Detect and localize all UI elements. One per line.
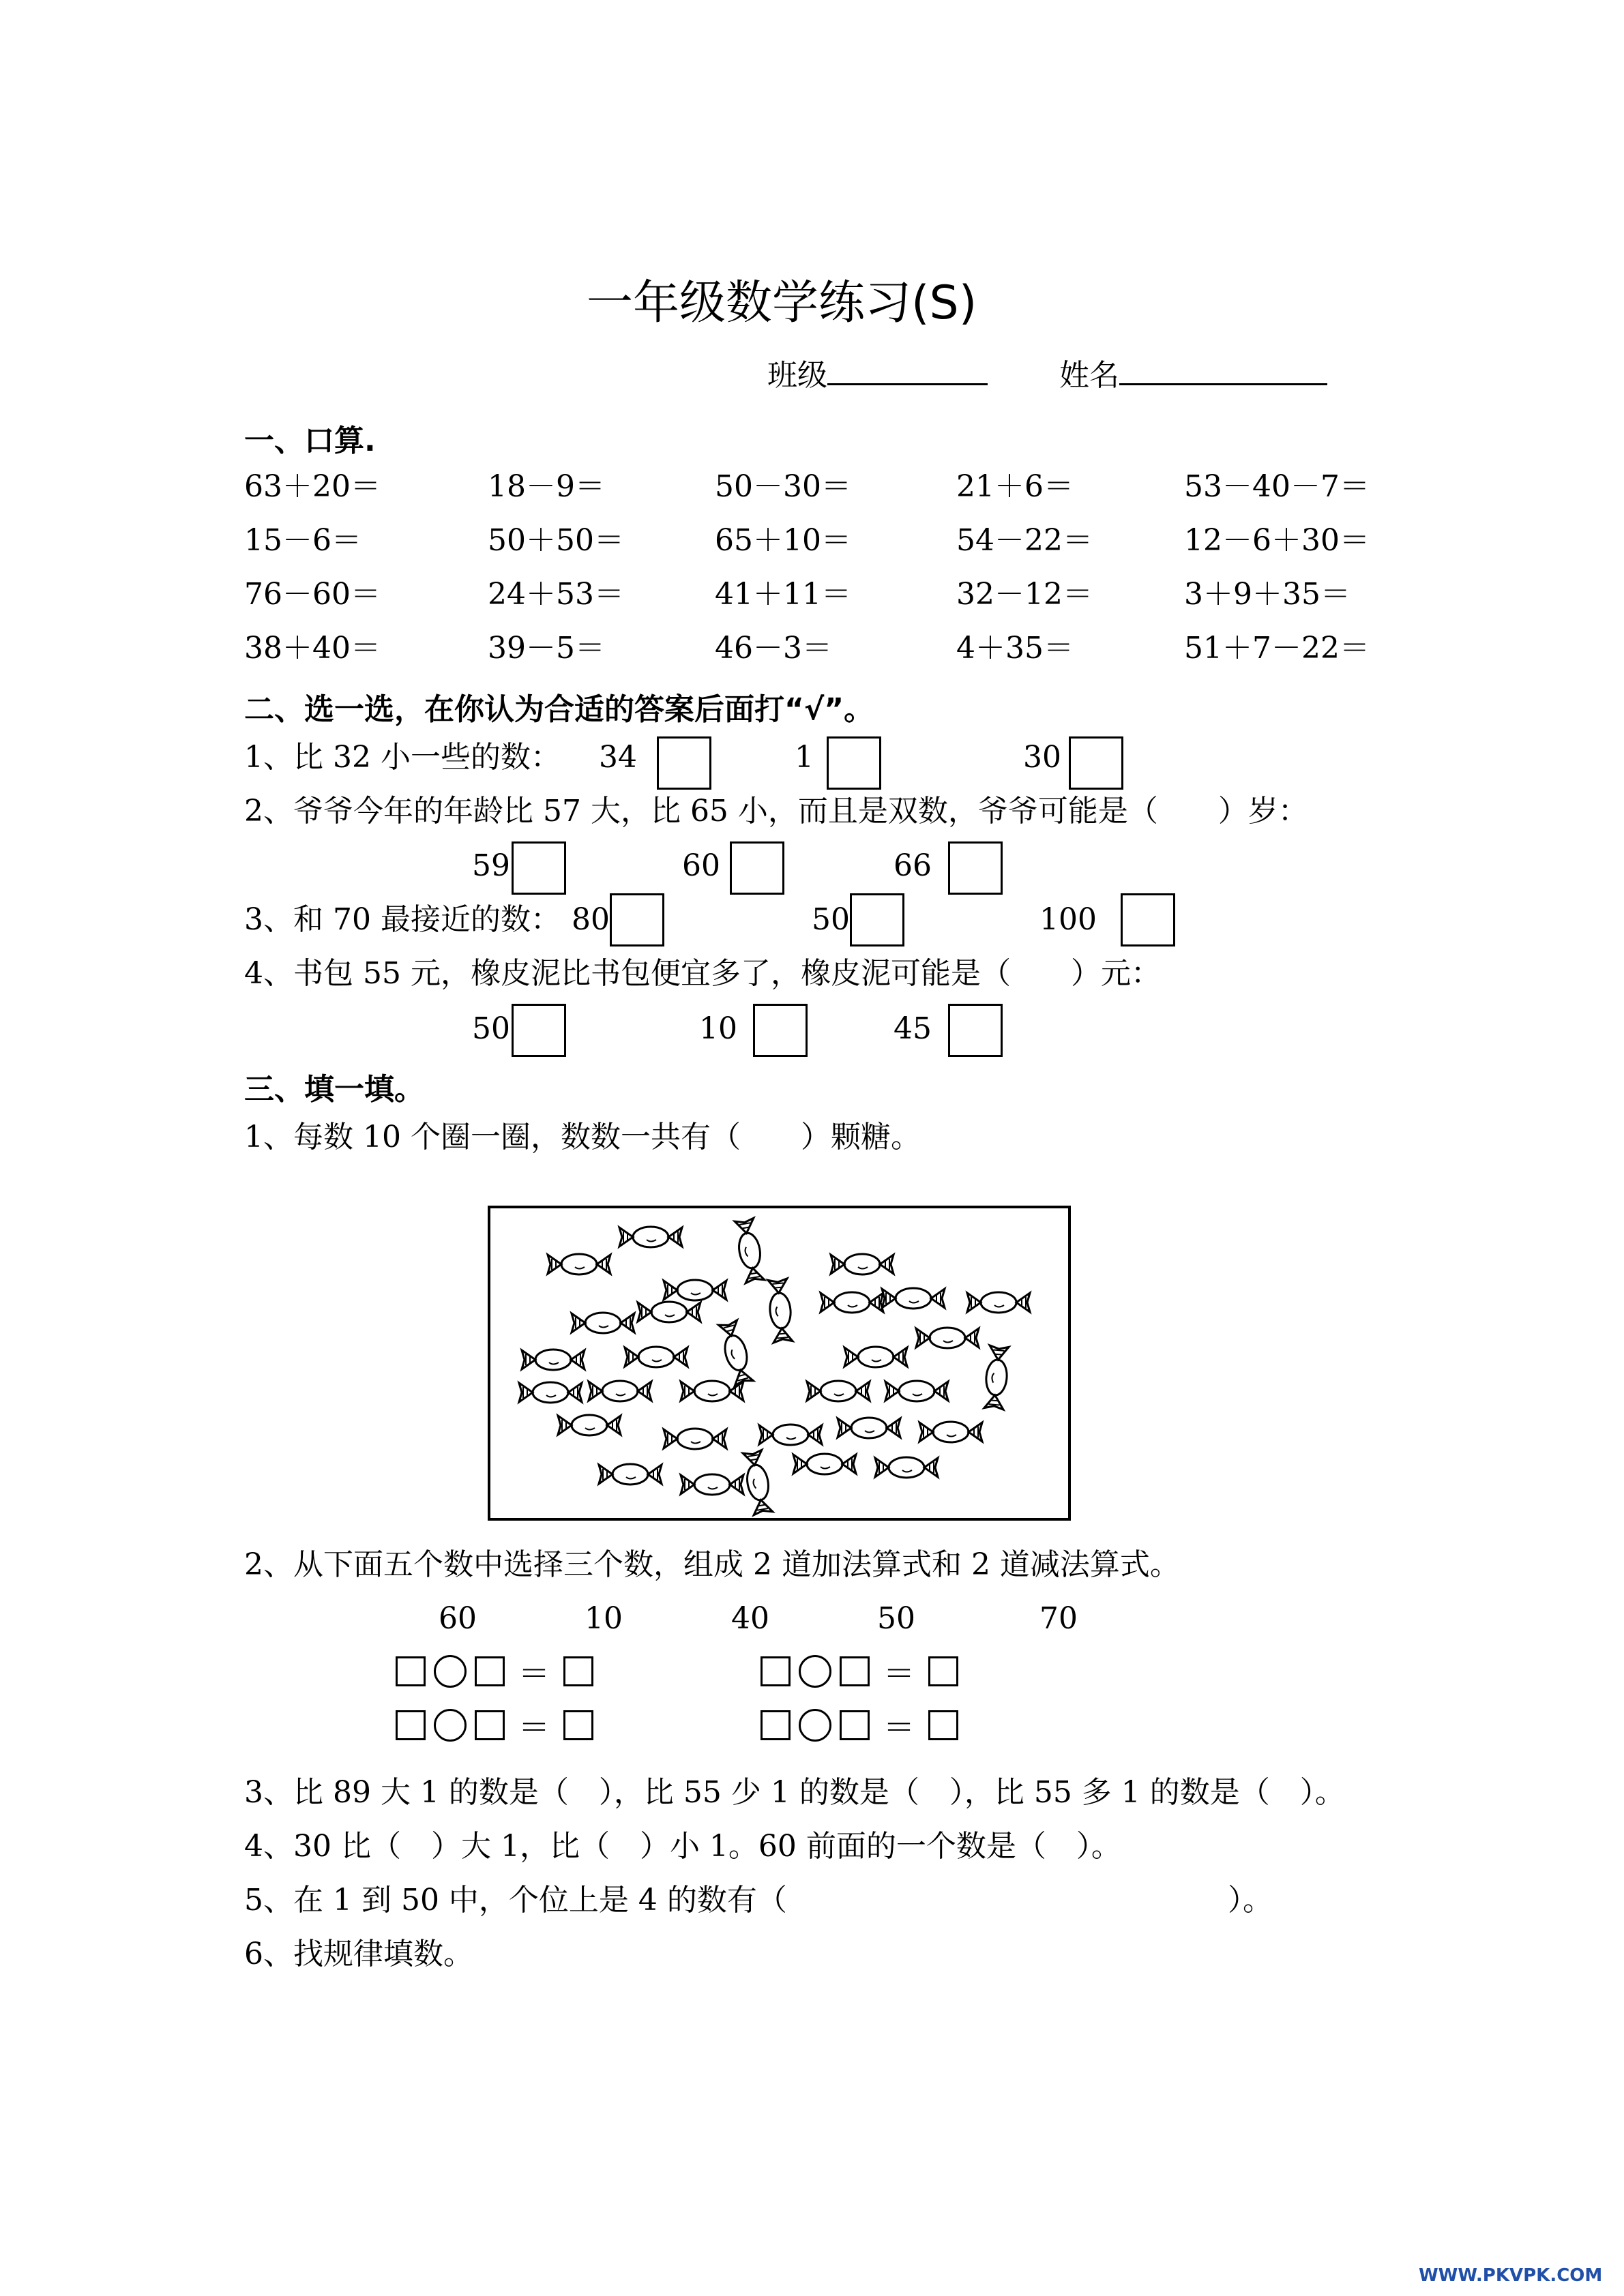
operator-circle[interactable] — [799, 1655, 831, 1688]
q3-1-text: 1、每数 10 个圈一圈，数数一共有（ ）颗糖。 — [244, 1120, 921, 1154]
oral-item: 24＋53＝ — [488, 577, 624, 612]
choice-number: 60 — [439, 1601, 477, 1636]
choice-number: 40 — [731, 1601, 769, 1636]
page-title: 一年级数学练习(S) — [587, 276, 977, 330]
name-label: 姓名 — [1059, 358, 1119, 393]
footer-url: WWW.PKVPK.COM — [1419, 2265, 1603, 2286]
choice-number: 50 — [877, 1601, 915, 1636]
number-box[interactable] — [396, 1710, 426, 1740]
answer-checkbox[interactable] — [1121, 893, 1175, 946]
oral-item: 63＋20＝ — [244, 469, 381, 504]
q2-1-text: 1、比 32 小一些的数： — [244, 740, 561, 775]
equation-addition-1 — [396, 1649, 593, 1694]
q2-3-text: 3、和 70 最接近的数： — [244, 902, 561, 937]
oral-item: 76－60＝ — [244, 577, 381, 612]
section1-heading: 一、口算. — [244, 423, 376, 458]
choice-number: 10 — [585, 1601, 623, 1636]
equation-subtraction-2 — [761, 1703, 958, 1748]
number-box[interactable] — [840, 1656, 870, 1686]
q2-4-option: 45 — [894, 1011, 932, 1046]
answer-checkbox[interactable] — [512, 841, 566, 895]
number-box[interactable] — [761, 1710, 791, 1740]
q2-2-option: 59 — [472, 848, 510, 883]
answer-checkbox[interactable] — [657, 736, 711, 790]
answer-checkbox[interactable] — [948, 841, 1003, 895]
answer-checkbox[interactable] — [730, 841, 784, 895]
oral-item: 53－40－7＝ — [1184, 469, 1370, 504]
q3-2-text: 2、从下面五个数中选择三个数，组成 2 道加法算式和 2 道减法算式。 — [244, 1547, 1180, 1582]
oral-item: 50＋50＝ — [488, 523, 624, 558]
number-box[interactable] — [928, 1710, 958, 1740]
equals-sign: ＝ — [518, 1655, 550, 1692]
class-label: 班级 — [767, 358, 827, 393]
oral-item: 54－22＝ — [956, 523, 1093, 558]
number-box[interactable] — [840, 1710, 870, 1740]
answer-checkbox[interactable] — [610, 893, 664, 946]
oral-item: 38＋40＝ — [244, 631, 381, 666]
oral-item: 46－3＝ — [715, 631, 832, 666]
q2-1-option: 34 — [599, 740, 637, 775]
q2-4-text: 4、书包 55 元，橡皮泥比书包便宜多了，橡皮泥可能是（ ）元： — [244, 956, 1161, 991]
operator-circle[interactable] — [434, 1709, 467, 1742]
answer-checkbox[interactable] — [1069, 736, 1123, 790]
oral-item: 41＋11＝ — [715, 577, 851, 612]
equation-subtraction-1 — [396, 1703, 593, 1748]
equals-sign: ＝ — [883, 1655, 915, 1692]
q2-4-option: 10 — [699, 1011, 737, 1046]
oral-item: 12－6＋30＝ — [1184, 523, 1370, 558]
answer-checkbox[interactable] — [948, 1004, 1003, 1057]
q3-4-text: 4、30 比（ ）大 1，比（ ）小 1。60 前面的一个数是（ ）。 — [244, 1829, 1121, 1864]
q2-3-option: 100 — [1039, 902, 1097, 937]
q2-4-option: 50 — [472, 1011, 510, 1046]
number-box[interactable] — [928, 1656, 958, 1686]
candy-illustration — [490, 1208, 1068, 1518]
q3-5-end: ）。 — [1228, 1883, 1273, 1918]
q2-1-option: 30 — [1023, 740, 1061, 775]
equation-addition-2 — [761, 1649, 958, 1694]
class-field — [767, 353, 988, 395]
class-blank[interactable] — [827, 353, 988, 385]
section3-heading: 三、填一填。 — [244, 1072, 424, 1107]
q2-2-text: 2、爷爷今年的年龄比 57 大，比 65 小，而且是双数，爷爷可能是（ ）岁： — [244, 794, 1308, 829]
answer-checkbox[interactable] — [850, 893, 904, 946]
name-blank[interactable] — [1119, 353, 1327, 385]
number-box[interactable] — [475, 1656, 505, 1686]
number-box[interactable] — [396, 1656, 426, 1686]
answer-checkbox[interactable] — [827, 736, 881, 790]
oral-item: 51＋7－22＝ — [1184, 631, 1370, 666]
answer-checkbox[interactable] — [512, 1004, 566, 1057]
oral-item: 39－5＝ — [488, 631, 605, 666]
number-box[interactable] — [761, 1656, 791, 1686]
number-box[interactable] — [563, 1710, 593, 1740]
q3-3-text: 3、比 89 大 1 的数是（ ），比 55 少 1 的数是（ ），比 55 多 1 的数是（ ）。 — [244, 1775, 1345, 1810]
q2-2-option: 66 — [894, 848, 932, 883]
oral-item: 4＋35＝ — [956, 631, 1074, 666]
number-box[interactable] — [563, 1656, 593, 1686]
oral-item: 65＋10＝ — [715, 523, 851, 558]
section2-heading: 二、选一选，在你认为合适的答案后面打“√”。 — [244, 692, 874, 727]
operator-circle[interactable] — [434, 1655, 467, 1688]
oral-item: 50－30＝ — [715, 469, 851, 504]
candy-picture — [488, 1206, 1071, 1521]
q2-1-option: 1 — [795, 740, 814, 775]
q2-2-option: 60 — [682, 848, 720, 883]
oral-item: 21＋6＝ — [956, 469, 1074, 504]
q3-5-text: 5、在 1 到 50 中，个位上是 4 的数有（ — [244, 1883, 787, 1918]
q3-6-text: 6、找规律填数。 — [244, 1937, 473, 1971]
operator-circle[interactable] — [799, 1709, 831, 1742]
name-field — [1059, 353, 1327, 395]
equals-sign: ＝ — [518, 1709, 550, 1746]
q2-3-option: 50 — [812, 902, 850, 937]
oral-item: 18－9＝ — [488, 469, 605, 504]
equals-sign: ＝ — [883, 1709, 915, 1746]
answer-checkbox[interactable] — [753, 1004, 808, 1057]
oral-item: 15－6＝ — [244, 523, 361, 558]
q2-3-option: 80 — [572, 902, 610, 937]
oral-item: 32－12＝ — [956, 577, 1093, 612]
oral-item: 3＋9＋35＝ — [1184, 577, 1350, 612]
number-box[interactable] — [475, 1710, 505, 1740]
choice-number: 70 — [1039, 1601, 1078, 1636]
